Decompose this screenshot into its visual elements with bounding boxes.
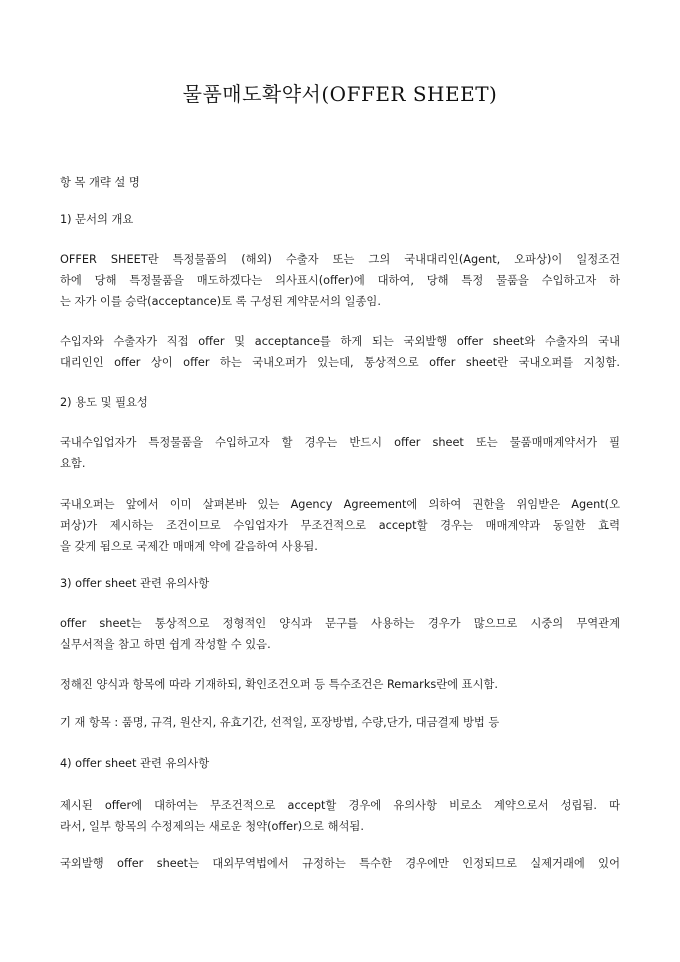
paragraph-line: 국외발행 offer sheet는 대외무역법에서 규정하는 특수한 경우에만 인정되므로 실제거래에 있어 <box>60 857 620 870</box>
section-header: 항 목 개략 설 명 <box>60 176 140 189</box>
paragraph-line: 기 재 항목 : 품명, 규격, 원산지, 유효기간, 선적일, 포장방법, 수량,단가, 대금결제 방법 등 <box>60 716 500 729</box>
paragraph-line: 라서, 일부 항목의 수정제의는 새로운 청약(offer)으로 해석됨. <box>60 820 364 833</box>
paragraph-line: 대리인인 offer 상이 offer 하는 국내오퍼가 있는데, 통상적으로 offer sheet란 국내오퍼를 지칭함. <box>60 356 620 369</box>
paragraph-line: 을 갖게 됨으로 국제간 매매계 약에 갈음하여 사용됨. <box>60 540 318 553</box>
paragraph-line: offer sheet는 통상적으로 정형적인 양식과 문구를 사용하는 경우가 많으므로 시중의 무역관계 <box>60 617 620 630</box>
paragraph-line: 정해진 양식과 항목에 따라 기재하되, 확인조건오퍼 등 특수조건은 Remarks란에 표시함. <box>60 678 499 691</box>
paragraph-line: 국내오퍼는 앞에서 이미 살펴본바 있는 Agency Agreement에 의하여 권한을 위임받은 Agent(오 <box>60 498 620 511</box>
paragraph-line: OFFER SHEET란 특정물품의 (해외) 수출자 또는 그의 국내대리인(Agent, 오파상)이 일정조건 <box>60 253 620 266</box>
section-heading-4: 4) offer sheet 관련 유의사항 <box>60 757 210 770</box>
paragraph-line: 는 자가 이를 승락(acceptance)토 록 구성된 계약문서의 일종임. <box>60 295 381 308</box>
paragraph-line: 하에 당해 특정물품을 매도하겠다는 의사표시(offer)에 대하여, 당해 특정 물품을 수입하고자 하 <box>60 274 620 287</box>
paragraph-line: 퍼상)가 제시하는 조건이므로 수입업자가 무조건적으로 accept할 경우는 매매계약과 동일한 효력 <box>60 519 620 532</box>
paragraph-line: 제시된 offer에 대하여는 무조건적으로 accept할 경우에 유의사항 비로소 계약으로서 성립됨. 따 <box>60 799 620 812</box>
section-heading-2: 2) 용도 및 필요성 <box>60 396 148 409</box>
paragraph-line: 실무서적을 참고 하면 쉽게 작성할 수 있음. <box>60 638 271 651</box>
section-heading-1: 1) 문서의 개요 <box>60 213 134 226</box>
paragraph-line: 요함. <box>60 457 86 470</box>
paragraph-line: 국내수입업자가 특정물품을 수입하고자 할 경우는 반드시 offer sheet 또는 물품매매계약서가 필 <box>60 436 620 449</box>
paragraph-line: 수입자와 수출자가 직접 offer 및 acceptance를 하게 되는 국외발행 offer sheet와 수출자의 국내 <box>60 335 620 348</box>
section-heading-3: 3) offer sheet 관련 유의사항 <box>60 577 210 590</box>
document-title: 물품매도확약서(OFFER SHEET) <box>182 82 498 106</box>
